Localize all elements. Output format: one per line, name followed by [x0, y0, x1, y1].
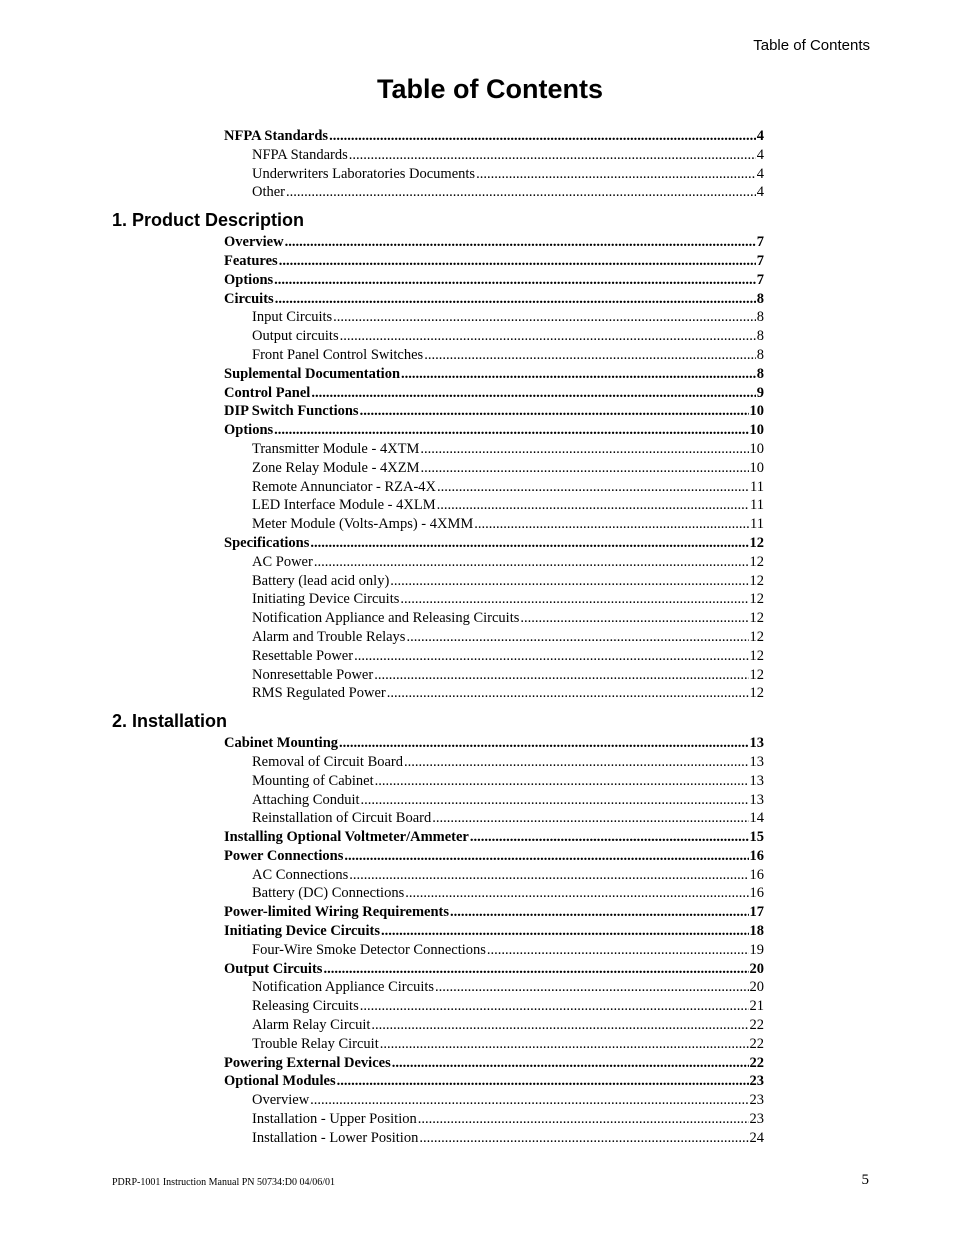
- dot-leader: [520, 609, 748, 628]
- toc-entry-label: Initiating Device Circuits: [252, 591, 400, 608]
- toc-page-number: 21: [749, 998, 764, 1015]
- toc-entry-label: Zone Relay Module - 4XZM: [252, 459, 420, 476]
- toc-page-number: 4: [756, 128, 764, 144]
- dot-leader: [390, 572, 748, 591]
- toc-subentry[interactable]: [252, 1091, 764, 1110]
- toc-entry-label: Removal of Circuit Board: [252, 753, 404, 770]
- dot-leader: [344, 847, 748, 866]
- dot-leader: [349, 866, 748, 885]
- dot-leader: [311, 384, 755, 403]
- toc-page-number: 12: [749, 666, 764, 683]
- table-of-contents: [0, 127, 954, 1148]
- toc-entry-label: Alarm and Trouble Relays: [252, 628, 406, 645]
- toc-entry-label: Suplemental Documentation: [224, 365, 401, 382]
- toc-entry[interactable]: [224, 271, 764, 290]
- dot-leader: [371, 1016, 748, 1035]
- toc-entry-label: Control Panel: [224, 384, 311, 401]
- toc-page-number: 12: [749, 572, 764, 589]
- toc-subentry[interactable]: [252, 866, 764, 885]
- toc-entry-label: Circuits: [224, 290, 274, 307]
- dot-leader: [275, 290, 756, 309]
- toc-page-number: 12: [749, 610, 764, 627]
- toc-subentry[interactable]: [252, 183, 764, 202]
- toc-entry[interactable]: [224, 421, 764, 440]
- toc-subentry[interactable]: [252, 146, 764, 165]
- toc-entry[interactable]: [224, 384, 764, 403]
- toc-page-number: 7: [756, 271, 764, 288]
- toc-entry-label: Trouble Relay Circuit: [252, 1035, 379, 1052]
- dot-leader: [432, 809, 748, 828]
- dot-leader: [450, 903, 749, 922]
- toc-page-number: 19: [749, 941, 764, 958]
- toc-entry[interactable]: [224, 1072, 764, 1091]
- toc-page-number: 4: [756, 184, 764, 201]
- dot-leader: [349, 146, 756, 165]
- toc-page-number: 13: [749, 753, 764, 770]
- toc-entry-label: Four-Wire Smoke Detector Connections: [252, 941, 486, 958]
- toc-entry-label: Cabinet Mounting: [224, 735, 339, 752]
- dot-leader: [310, 1091, 748, 1110]
- dot-leader: [285, 233, 756, 252]
- toc-entry-label: Powering External Devices: [224, 1054, 391, 1071]
- dot-leader: [470, 828, 749, 847]
- dot-leader: [420, 440, 748, 459]
- toc-entry-label: Options: [224, 271, 274, 288]
- running-header: Table of Contents: [753, 37, 870, 54]
- toc-entry-label: Reinstallation of Circuit Board: [252, 810, 432, 827]
- toc-entry-label: Options: [224, 422, 274, 439]
- toc-entry[interactable]: [224, 960, 764, 979]
- toc-page-number: 11: [750, 497, 764, 514]
- dot-leader: [314, 553, 749, 572]
- dot-leader: [361, 791, 749, 810]
- toc-entry-label: Power-limited Wiring Requirements: [224, 904, 449, 921]
- toc-subentry[interactable]: [252, 308, 764, 327]
- dot-leader: [329, 127, 756, 146]
- toc-entry-label: Battery (DC) Connections: [252, 885, 405, 902]
- toc-subentry[interactable]: [252, 459, 764, 478]
- toc-page-number: 14: [749, 810, 764, 827]
- toc-page-number: 24: [749, 1129, 764, 1146]
- toc-entry-label: Installing Optional Voltmeter/Ammeter: [224, 829, 469, 846]
- toc-entry[interactable]: [224, 734, 764, 753]
- toc-subentry[interactable]: [252, 809, 764, 828]
- dot-leader: [274, 271, 756, 290]
- toc-entry-label: Optional Modules: [224, 1073, 336, 1090]
- footer-manual-id: PDRP-1001 Instruction Manual PN 50734:D0 04/06/01: [112, 1177, 336, 1188]
- toc-entry-label: AC Power: [252, 553, 313, 570]
- toc-entry[interactable]: [224, 922, 764, 941]
- dot-leader: [419, 1129, 748, 1148]
- toc-page-number: 12: [749, 591, 764, 608]
- toc-subentry[interactable]: [252, 572, 764, 591]
- dot-leader: [360, 997, 749, 1016]
- toc-subentry[interactable]: [252, 553, 764, 572]
- toc-page-number: 4: [756, 146, 764, 163]
- toc-entry-label: Features: [224, 252, 278, 269]
- toc-entry-label: Specifications: [224, 534, 310, 551]
- toc-page-number: 22: [749, 1035, 764, 1052]
- toc-page-number: 22: [749, 1017, 764, 1034]
- toc-page-number: 8: [756, 365, 764, 382]
- toc-page-number: 12: [749, 553, 764, 570]
- dot-leader: [354, 647, 748, 666]
- toc-entry-label: Other: [252, 184, 286, 201]
- toc-entry-label: Nonresettable Power: [252, 666, 374, 683]
- toc-page-number: 22: [749, 1054, 764, 1071]
- toc-entry-label: Resettable Power: [252, 647, 354, 664]
- toc-subentry[interactable]: [252, 941, 764, 960]
- dot-leader: [375, 772, 749, 791]
- dot-leader: [474, 515, 749, 534]
- toc-subentry[interactable]: [252, 791, 764, 810]
- toc-entry[interactable]: [224, 402, 764, 421]
- toc-entry-label: Notification Appliance and Releasing Circuits: [252, 610, 520, 627]
- toc-subentry[interactable]: [252, 346, 764, 365]
- toc-subentry[interactable]: [252, 772, 764, 791]
- toc-entry-label: Releasing Circuits: [252, 998, 359, 1015]
- page-title: Table of Contents: [377, 74, 603, 104]
- toc-page-number: 12: [749, 534, 764, 551]
- dot-leader: [339, 734, 748, 753]
- toc-entry-label: Overview: [224, 234, 284, 251]
- toc-subentry[interactable]: [252, 327, 764, 346]
- dot-leader: [392, 1054, 749, 1073]
- toc-subentry[interactable]: [252, 684, 764, 703]
- toc-page-number: 15: [749, 829, 764, 846]
- dot-leader: [387, 684, 749, 703]
- toc-page-number: 8: [756, 346, 764, 363]
- toc-entry-label: Installation - Upper Position: [252, 1111, 417, 1128]
- toc-subentry[interactable]: [252, 628, 764, 647]
- toc-entry-label: Notification Appliance Circuits: [252, 979, 435, 996]
- dot-leader: [424, 346, 756, 365]
- toc-page-number: 7: [756, 252, 764, 269]
- toc-page-number: 17: [749, 904, 764, 921]
- dot-leader: [374, 666, 748, 685]
- toc-page-number: 4: [756, 165, 764, 182]
- toc-page-number: 13: [749, 791, 764, 808]
- dot-leader: [337, 1072, 749, 1091]
- toc-entry-label: NFPA Standards: [224, 128, 329, 144]
- dot-leader: [418, 1110, 749, 1129]
- dot-leader: [437, 496, 749, 515]
- dot-leader: [405, 884, 748, 903]
- toc-entry[interactable]: [224, 847, 764, 866]
- toc-page-number: 8: [756, 309, 764, 326]
- toc-page-number: 11: [750, 516, 764, 533]
- toc-subentry[interactable]: [252, 609, 764, 628]
- toc-entry-label: Input Circuits: [252, 309, 333, 326]
- dot-leader: [279, 252, 756, 271]
- toc-entry-label: Initiating Device Circuits: [224, 923, 380, 940]
- toc-entry[interactable]: [224, 233, 764, 252]
- toc-page-number: 16: [749, 885, 764, 902]
- section-title: 1. Product Description: [112, 210, 305, 231]
- toc-subentry[interactable]: [252, 1035, 764, 1054]
- dot-leader: [404, 753, 748, 772]
- dot-leader: [360, 402, 749, 421]
- dot-leader: [437, 478, 749, 497]
- toc-entry-label: NFPA Standards: [252, 146, 348, 163]
- toc-entry[interactable]: [224, 252, 764, 271]
- toc-entry-label: Installation - Lower Position: [252, 1129, 419, 1146]
- toc-page-number: 9: [756, 384, 764, 401]
- toc-subentry[interactable]: [252, 165, 764, 184]
- toc-page-number: 8: [756, 290, 764, 307]
- toc-subentry[interactable]: [252, 978, 764, 997]
- toc-subentry[interactable]: [252, 590, 764, 609]
- toc-entry-label: Alarm Relay Circuit: [252, 1017, 371, 1034]
- toc-page-number: 13: [749, 735, 764, 752]
- toc-entry-label: Output circuits: [252, 328, 339, 345]
- toc-subentry[interactable]: [252, 647, 764, 666]
- toc-entry-label: Mounting of Cabinet: [252, 772, 374, 789]
- toc-page-number: 12: [749, 647, 764, 664]
- toc-entry-label: Remote Annunciator - RZA-4X: [252, 478, 437, 495]
- dot-leader: [401, 365, 756, 384]
- toc-entry-label: LED Interface Module - 4XLM: [252, 497, 436, 514]
- toc-subentry[interactable]: [252, 1016, 764, 1035]
- footer-page-number: 5: [861, 1172, 869, 1188]
- toc-subentry[interactable]: [252, 753, 764, 772]
- dot-leader: [476, 165, 756, 184]
- dot-leader: [274, 421, 748, 440]
- toc-entry-label: DIP Switch Functions: [224, 403, 359, 420]
- toc-page-number: 10: [749, 403, 764, 420]
- toc-subentry[interactable]: [252, 496, 764, 515]
- dot-leader: [421, 459, 749, 478]
- toc-entry[interactable]: [224, 903, 764, 922]
- toc-entry-label: Overview: [252, 1092, 310, 1109]
- section-title: 2. Installation: [112, 711, 228, 732]
- dot-leader: [380, 1035, 749, 1054]
- dot-leader: [323, 960, 748, 979]
- dot-leader: [286, 183, 756, 202]
- toc-entry-label: Meter Module (Volts-Amps) - 4XMM: [252, 516, 474, 533]
- toc-entry[interactable]: [224, 534, 764, 553]
- toc-page-number: 10: [749, 459, 764, 476]
- toc-entry-label: Front Panel Control Switches: [252, 346, 424, 363]
- toc-entry-label: Attaching Conduit: [252, 791, 360, 808]
- toc-page-number: 23: [749, 1092, 764, 1109]
- toc-subentry[interactable]: [252, 1110, 764, 1129]
- toc-page-number: 20: [749, 979, 764, 996]
- dot-leader: [400, 590, 748, 609]
- toc-entry-label: AC Connections: [252, 866, 349, 883]
- toc-page-number: 10: [749, 422, 764, 439]
- toc-page-number: 12: [749, 628, 764, 645]
- toc-subentry[interactable]: [252, 997, 764, 1016]
- toc-page-number: 11: [750, 478, 764, 495]
- toc-subentry[interactable]: [252, 666, 764, 685]
- toc-subentry[interactable]: [252, 1129, 764, 1148]
- toc-subentry[interactable]: [252, 884, 764, 903]
- dot-leader: [333, 308, 756, 327]
- toc-entry-label: Power Connections: [224, 847, 344, 864]
- dot-leader: [340, 327, 756, 346]
- toc-subentry[interactable]: [252, 440, 764, 459]
- toc-page-number: 8: [756, 328, 764, 345]
- dot-leader: [381, 922, 749, 941]
- toc-page-number: 13: [749, 772, 764, 789]
- toc-page-number: 23: [749, 1111, 764, 1128]
- toc-page-number: 23: [749, 1073, 764, 1090]
- toc-page-number: 10: [749, 440, 764, 457]
- toc-entry-label: Output Circuits: [224, 960, 323, 977]
- toc-page-number: 7: [756, 234, 764, 251]
- toc-page-number: 12: [749, 685, 764, 702]
- dot-leader: [406, 628, 748, 647]
- toc-entry[interactable]: [224, 127, 764, 146]
- toc-page-number: 16: [749, 866, 764, 883]
- toc-subentry[interactable]: [252, 478, 764, 497]
- toc-page-number: 20: [749, 960, 764, 977]
- toc-entry-label: Underwriters Laboratories Documents: [252, 165, 476, 182]
- dot-leader: [487, 941, 749, 960]
- dot-leader: [435, 978, 748, 997]
- toc-page-number: 18: [749, 923, 764, 940]
- toc-entry[interactable]: [224, 1054, 764, 1073]
- toc-entry-label: RMS Regulated Power: [252, 685, 386, 702]
- toc-entry-label: Battery (lead acid only): [252, 572, 390, 589]
- toc-subentry[interactable]: [252, 515, 764, 534]
- toc-entry[interactable]: [224, 828, 764, 847]
- toc-entry[interactable]: [224, 365, 764, 384]
- toc-entry[interactable]: [224, 290, 764, 309]
- toc-entry-label: Transmitter Module - 4XTM: [252, 440, 420, 457]
- dot-leader: [310, 534, 748, 553]
- toc-page-number: 16: [749, 847, 764, 864]
